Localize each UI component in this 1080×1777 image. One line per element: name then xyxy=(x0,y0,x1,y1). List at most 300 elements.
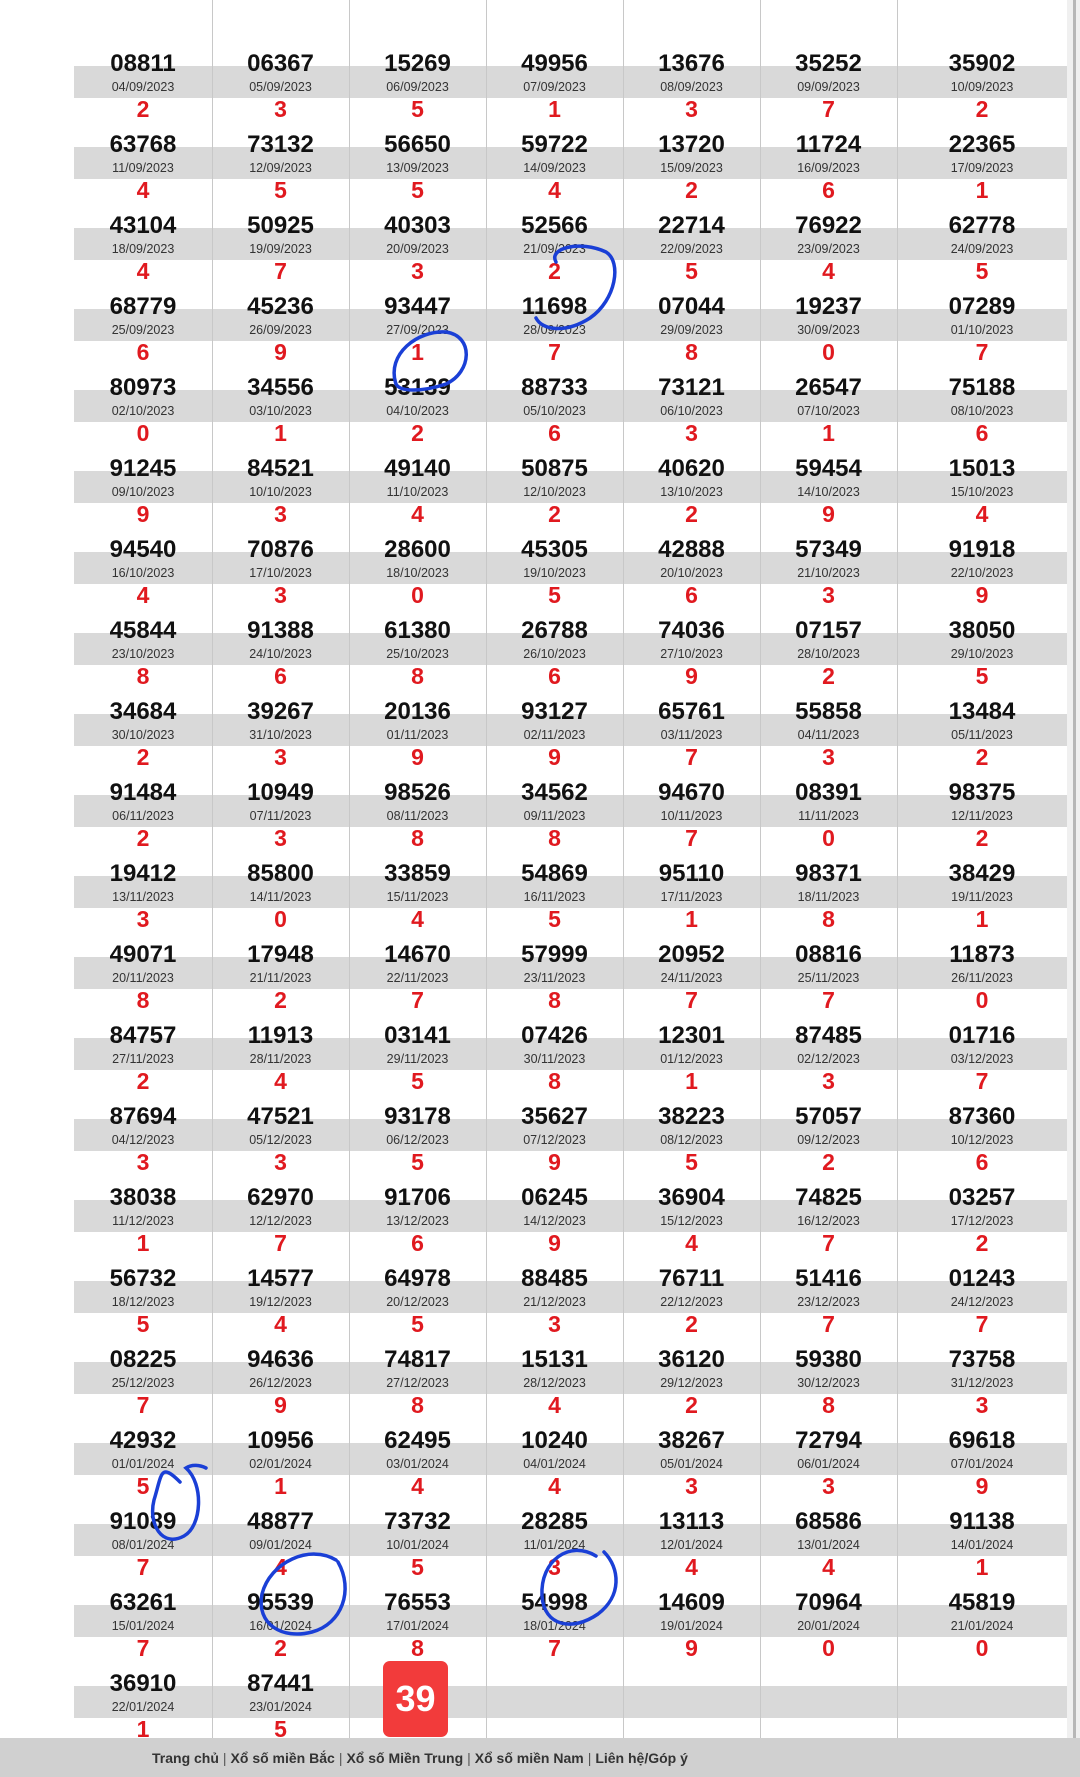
result-number: 56650 xyxy=(384,131,451,158)
result-digit: 2 xyxy=(975,825,989,851)
result-number: 20952 xyxy=(658,941,725,968)
result-cell xyxy=(897,746,1067,851)
result-digit: 7 xyxy=(136,1554,150,1580)
result-digit: 3 xyxy=(822,744,835,770)
result-number: 35252 xyxy=(795,50,862,77)
result-cell xyxy=(760,179,897,284)
result-date: 19/09/2023 xyxy=(249,242,312,256)
result-date: 11/11/2023 xyxy=(798,809,859,823)
footer-link[interactable]: Liên hệ/Góp ý xyxy=(595,1750,688,1766)
result-cell xyxy=(486,665,623,770)
result-number: 28285 xyxy=(521,1508,588,1535)
result-number: 91388 xyxy=(247,617,314,644)
result-date: 16/10/2023 xyxy=(111,566,175,580)
result-digit: 4 xyxy=(274,1311,287,1337)
result-digit: 1 xyxy=(136,1230,150,1256)
table-row xyxy=(74,1070,1067,1175)
table-row xyxy=(74,98,1067,203)
result-number: 43104 xyxy=(109,212,177,239)
result-digit: 7 xyxy=(685,825,698,851)
result-number: 87360 xyxy=(948,1103,1016,1130)
result-digit: 1 xyxy=(975,1554,989,1580)
result-digit: 6 xyxy=(685,582,698,608)
result-number: 39267 xyxy=(247,698,314,725)
result-date: 18/10/2023 xyxy=(386,566,449,580)
result-cell xyxy=(897,422,1067,527)
result-date: 12/10/2023 xyxy=(523,485,586,499)
footer-link[interactable]: Xổ số miền Bắc xyxy=(230,1750,335,1766)
result-digit: 3 xyxy=(822,1473,835,1499)
result-date: 26/12/2023 xyxy=(249,1376,312,1390)
result-digit: 2 xyxy=(136,1068,150,1094)
result-date: 25/10/2023 xyxy=(386,647,449,661)
result-date: 17/11/2023 xyxy=(660,890,723,904)
result-number: 01243 xyxy=(948,1265,1016,1292)
result-cell xyxy=(74,665,212,770)
result-number: 61380 xyxy=(384,617,451,644)
result-date: 02/11/2023 xyxy=(523,728,586,742)
result-date: 12/12/2023 xyxy=(249,1214,312,1228)
footer-link[interactable]: Trang chủ xyxy=(152,1750,219,1766)
result-cell xyxy=(212,98,349,203)
result-number: 49071 xyxy=(109,941,177,968)
result-number: 87694 xyxy=(109,1103,177,1130)
result-number: 45305 xyxy=(521,536,588,563)
result-number: 36120 xyxy=(658,1346,725,1373)
result-number: 08391 xyxy=(795,779,862,806)
result-number: 01716 xyxy=(948,1022,1016,1049)
result-date: 11/10/2023 xyxy=(386,485,449,499)
result-digit: 8 xyxy=(685,339,698,365)
result-cell xyxy=(486,1475,623,1580)
result-digit: 1 xyxy=(685,1068,698,1094)
result-digit: 6 xyxy=(975,1149,989,1175)
result-date: 06/11/2023 xyxy=(112,809,174,823)
result-number: 74036 xyxy=(658,617,725,644)
result-digit: 4 xyxy=(548,1392,561,1418)
result-digit: 7 xyxy=(822,96,835,122)
result-cell xyxy=(623,98,760,203)
result-date: 02/10/2023 xyxy=(111,404,175,418)
result-date: 20/01/2024 xyxy=(797,1619,860,1633)
result-number: 84521 xyxy=(247,455,314,482)
result-date: 11/12/2023 xyxy=(112,1214,174,1228)
table-row xyxy=(74,1637,1067,1738)
result-cell xyxy=(212,1313,349,1418)
result-number: 14609 xyxy=(658,1589,725,1616)
result-date: 02/01/2024 xyxy=(249,1457,312,1471)
result-date: 15/10/2023 xyxy=(950,485,1014,499)
result-cell xyxy=(897,341,1067,446)
result-cell xyxy=(349,1394,486,1499)
result-digit: 8 xyxy=(136,663,150,689)
result-digit: 9 xyxy=(975,1473,989,1499)
result-date: 12/09/2023 xyxy=(249,161,312,175)
result-date: 11/09/2023 xyxy=(112,161,174,175)
result-number: 20136 xyxy=(384,698,451,725)
result-number: 11724 xyxy=(795,131,862,158)
result-date: 11/01/2024 xyxy=(523,1538,586,1552)
result-digit: 9 xyxy=(274,1392,287,1418)
result-cell xyxy=(486,341,623,446)
result-digit: 6 xyxy=(274,663,287,689)
scrollbar-thumb[interactable] xyxy=(1073,0,1076,1738)
result-date: 07/10/2023 xyxy=(797,404,860,418)
result-digit: 9 xyxy=(548,1149,561,1175)
result-date: 14/10/2023 xyxy=(797,485,860,499)
result-date: 26/11/2023 xyxy=(951,971,1013,985)
result-digit: 9 xyxy=(136,501,150,527)
result-cell xyxy=(760,422,897,527)
result-date: 23/11/2023 xyxy=(523,971,586,985)
result-date: 12/11/2023 xyxy=(951,809,1013,823)
result-date: 22/11/2023 xyxy=(386,971,449,985)
result-digit: 9 xyxy=(685,1635,698,1661)
result-date: 23/01/2024 xyxy=(249,1700,312,1714)
result-cell xyxy=(486,260,623,365)
count-badge[interactable]: 39 xyxy=(383,1661,448,1737)
result-date: 24/09/2023 xyxy=(950,242,1014,256)
result-cell xyxy=(349,260,486,365)
result-digit: 5 xyxy=(411,1149,424,1175)
result-cell xyxy=(486,98,623,203)
result-date: 19/11/2023 xyxy=(951,890,1013,904)
result-digit: 7 xyxy=(274,258,287,284)
result-digit: 6 xyxy=(548,663,561,689)
result-digit: 5 xyxy=(411,177,424,203)
result-date: 07/11/2023 xyxy=(249,809,312,823)
result-cell xyxy=(897,179,1067,284)
table-row xyxy=(74,1556,1067,1661)
result-number: 70876 xyxy=(247,536,314,563)
result-digit: 4 xyxy=(685,1230,698,1256)
result-number: 91706 xyxy=(384,1184,451,1211)
result-cell xyxy=(349,1313,486,1418)
result-digit: 3 xyxy=(274,1149,287,1175)
table-row xyxy=(74,1313,1067,1418)
result-date: 31/10/2023 xyxy=(249,728,312,742)
table-row xyxy=(74,908,1067,1013)
result-date: 18/11/2023 xyxy=(797,890,860,904)
result-date: 09/09/2023 xyxy=(797,80,860,94)
result-cell xyxy=(74,260,212,365)
result-date: 26/10/2023 xyxy=(523,647,586,661)
result-cell xyxy=(897,1232,1067,1337)
result-date: 12/01/2024 xyxy=(660,1538,723,1552)
result-number: 15013 xyxy=(948,455,1016,482)
result-cell xyxy=(349,341,486,446)
result-cell xyxy=(897,98,1067,203)
result-date: 13/10/2023 xyxy=(660,485,723,499)
result-cell xyxy=(486,1070,623,1175)
result-digit: 8 xyxy=(136,987,150,1013)
result-cell xyxy=(897,908,1067,1013)
result-cell xyxy=(212,1475,349,1580)
result-digit: 5 xyxy=(548,906,561,932)
footer-links xyxy=(152,1749,688,1767)
result-cell xyxy=(486,503,623,608)
result-number: 11913 xyxy=(247,1022,314,1049)
table-row xyxy=(74,665,1067,770)
result-number: 13720 xyxy=(658,131,725,158)
result-number: 73732 xyxy=(384,1508,451,1535)
result-cell xyxy=(623,179,760,284)
result-cell xyxy=(760,827,897,932)
result-cell xyxy=(212,665,349,770)
result-number: 36904 xyxy=(658,1184,725,1211)
result-digit: 7 xyxy=(548,1635,561,1661)
result-digit: 7 xyxy=(136,1392,150,1418)
result-date: 10/09/2023 xyxy=(950,80,1014,94)
result-digit: 9 xyxy=(548,1230,561,1256)
result-number: 76922 xyxy=(795,212,862,239)
result-digit: 1 xyxy=(975,906,989,932)
result-number: 34556 xyxy=(247,374,314,401)
result-digit: 4 xyxy=(274,1554,287,1580)
result-digit: 3 xyxy=(975,1392,989,1418)
result-date: 07/12/2023 xyxy=(523,1133,586,1147)
result-digit: 7 xyxy=(822,987,835,1013)
result-date: 24/10/2023 xyxy=(249,647,312,661)
result-cell xyxy=(74,989,212,1094)
result-date: 28/10/2023 xyxy=(797,647,860,661)
result-number: 91918 xyxy=(948,536,1016,563)
result-number: 75188 xyxy=(948,374,1016,401)
result-digit: 1 xyxy=(685,906,698,932)
result-date: 26/09/2023 xyxy=(249,323,312,337)
result-date: 17/01/2024 xyxy=(386,1619,449,1633)
result-cell xyxy=(623,827,760,932)
result-digit: 7 xyxy=(274,1230,287,1256)
result-digit: 4 xyxy=(975,501,989,527)
footer-separator: | xyxy=(467,1750,471,1766)
result-digit: 3 xyxy=(274,582,287,608)
result-cell xyxy=(486,908,623,1013)
result-cell xyxy=(212,422,349,527)
table-row xyxy=(74,989,1067,1094)
result-digit: 7 xyxy=(822,1311,835,1337)
result-date: 24/12/2023 xyxy=(950,1295,1014,1309)
footer xyxy=(0,1738,1080,1777)
result-digit: 5 xyxy=(136,1311,150,1337)
result-cell xyxy=(74,503,212,608)
result-date: 13/11/2023 xyxy=(112,890,174,904)
result-cell xyxy=(623,17,760,122)
result-digit: 3 xyxy=(274,501,287,527)
result-date: 08/11/2023 xyxy=(386,809,449,823)
result-cell xyxy=(74,827,212,932)
result-cell xyxy=(212,179,349,284)
result-date: 05/11/2023 xyxy=(951,728,1013,742)
result-date: 30/11/2023 xyxy=(523,1052,586,1066)
table-row xyxy=(74,1151,1067,1256)
result-number: 91245 xyxy=(109,455,177,482)
result-digit: 3 xyxy=(822,1068,835,1094)
result-number: 19412 xyxy=(109,860,177,887)
result-digit: 9 xyxy=(975,582,989,608)
result-date: 16/01/2024 xyxy=(249,1619,312,1633)
result-digit: 4 xyxy=(822,1554,835,1580)
result-digit: 1 xyxy=(274,420,287,446)
result-cell xyxy=(897,260,1067,365)
result-digit: 0 xyxy=(975,1635,989,1661)
result-cell xyxy=(623,989,760,1094)
result-number: 38050 xyxy=(948,617,1016,644)
result-date: 22/01/2024 xyxy=(111,1700,175,1714)
footer-link[interactable]: Xổ số miền Nam xyxy=(474,1750,584,1766)
result-cell xyxy=(349,98,486,203)
result-date: 06/10/2023 xyxy=(660,404,723,418)
result-date: 30/09/2023 xyxy=(797,323,860,337)
result-digit: 7 xyxy=(685,987,698,1013)
result-number: 06245 xyxy=(521,1184,588,1211)
result-digit: 7 xyxy=(411,987,424,1013)
result-cell xyxy=(74,1475,212,1580)
result-digit: 2 xyxy=(975,1230,989,1256)
result-date: 05/12/2023 xyxy=(249,1133,312,1147)
result-date: 27/11/2023 xyxy=(112,1052,174,1066)
result-digit: 8 xyxy=(822,906,835,932)
result-cell xyxy=(486,1556,623,1661)
result-date: 08/12/2023 xyxy=(660,1133,723,1147)
result-date: 17/10/2023 xyxy=(249,566,312,580)
result-digit: 3 xyxy=(274,744,287,770)
result-digit: 0 xyxy=(136,420,150,446)
result-date: 13/09/2023 xyxy=(386,161,449,175)
result-cell xyxy=(760,1313,897,1418)
result-date: 06/01/2024 xyxy=(797,1457,860,1471)
result-digit: 9 xyxy=(548,744,561,770)
result-digit: 6 xyxy=(411,1230,424,1256)
result-date: 08/01/2024 xyxy=(111,1538,175,1552)
table-row xyxy=(74,746,1067,851)
result-cell xyxy=(349,1556,486,1661)
result-cell xyxy=(486,989,623,1094)
result-number: 34562 xyxy=(521,779,588,806)
result-number: 42888 xyxy=(658,536,725,563)
result-digit: 4 xyxy=(136,582,150,608)
result-date: 20/12/2023 xyxy=(386,1295,449,1309)
result-cell xyxy=(760,1556,897,1661)
result-date: 19/01/2024 xyxy=(660,1619,723,1633)
result-date: 06/12/2023 xyxy=(386,1133,449,1147)
result-number: 08225 xyxy=(109,1346,177,1373)
result-date: 23/09/2023 xyxy=(797,242,860,256)
result-cell xyxy=(760,1232,897,1337)
result-digit: 0 xyxy=(822,1635,835,1661)
table-row xyxy=(74,1394,1067,1499)
result-number: 91484 xyxy=(109,779,177,806)
result-cell xyxy=(212,1070,349,1175)
result-digit: 3 xyxy=(548,1554,561,1580)
result-number: 59722 xyxy=(521,131,588,158)
result-digit: 4 xyxy=(136,177,150,203)
result-number: 88485 xyxy=(521,1265,588,1292)
result-number: 64978 xyxy=(384,1265,451,1292)
result-date: 07/09/2023 xyxy=(523,80,586,94)
result-number: 13676 xyxy=(658,50,725,77)
footer-separator: | xyxy=(338,1750,343,1766)
result-cell xyxy=(486,584,623,689)
result-number: 49956 xyxy=(521,50,588,77)
footer-link[interactable]: Xổ số Miền Trung xyxy=(346,1750,464,1766)
result-digit: 0 xyxy=(975,987,989,1013)
result-date: 21/12/2023 xyxy=(523,1295,586,1309)
result-date: 21/09/2023 xyxy=(523,242,586,256)
result-digit: 8 xyxy=(411,1392,424,1418)
result-cell xyxy=(760,98,897,203)
result-digit: 7 xyxy=(822,1230,835,1256)
table-row xyxy=(74,260,1067,365)
result-date: 29/09/2023 xyxy=(660,323,723,337)
result-cell xyxy=(212,908,349,1013)
result-date: 14/09/2023 xyxy=(523,161,586,175)
table-row xyxy=(74,341,1067,446)
result-date: 13/12/2023 xyxy=(386,1214,449,1228)
result-number: 12301 xyxy=(658,1022,725,1049)
result-cell xyxy=(486,746,623,851)
result-number: 08811 xyxy=(110,50,176,77)
result-number: 45844 xyxy=(109,617,177,644)
result-date: 15/01/2024 xyxy=(111,1619,175,1633)
result-date: 25/12/2023 xyxy=(111,1376,175,1390)
result-date: 22/10/2023 xyxy=(950,566,1014,580)
result-date: 10/12/2023 xyxy=(950,1133,1014,1147)
result-cell xyxy=(623,1394,760,1499)
result-cell xyxy=(760,1475,897,1580)
result-date: 16/09/2023 xyxy=(797,161,860,175)
result-date: 09/12/2023 xyxy=(797,1133,860,1147)
result-number: 59380 xyxy=(795,1346,862,1373)
result-number: 63768 xyxy=(109,131,177,158)
result-number: 40620 xyxy=(658,455,725,482)
result-cell xyxy=(760,665,897,770)
result-digit: 2 xyxy=(411,420,424,446)
result-date: 23/10/2023 xyxy=(111,647,175,661)
result-number: 38038 xyxy=(109,1184,177,1211)
result-date: 03/12/2023 xyxy=(950,1052,1014,1066)
result-cell xyxy=(623,341,760,446)
result-number: 50925 xyxy=(247,212,314,239)
result-digit: 1 xyxy=(411,339,424,365)
result-date: 30/10/2023 xyxy=(111,728,175,742)
result-date: 03/11/2023 xyxy=(660,728,723,742)
result-number: 13484 xyxy=(948,698,1016,725)
result-date: 09/11/2023 xyxy=(523,809,586,823)
result-date: 03/10/2023 xyxy=(249,404,312,418)
result-date: 27/12/2023 xyxy=(386,1376,449,1390)
result-number: 98371 xyxy=(795,860,862,887)
result-cell xyxy=(74,584,212,689)
table-row xyxy=(74,827,1067,932)
result-digit: 2 xyxy=(136,96,150,122)
result-digit: 8 xyxy=(548,825,561,851)
result-number: 73121 xyxy=(658,374,725,401)
result-cell xyxy=(897,1313,1067,1418)
result-date: 18/12/2023 xyxy=(111,1295,175,1309)
result-date: 22/12/2023 xyxy=(660,1295,723,1309)
result-cell xyxy=(349,503,486,608)
result-cell xyxy=(349,827,486,932)
result-date: 29/10/2023 xyxy=(950,647,1014,661)
result-number: 10949 xyxy=(247,779,314,806)
result-date: 09/01/2024 xyxy=(249,1538,312,1552)
result-number: 93178 xyxy=(384,1103,451,1130)
result-digit: 1 xyxy=(548,96,561,122)
result-digit: 5 xyxy=(685,258,698,284)
result-digit: 1 xyxy=(975,177,989,203)
result-number: 42932 xyxy=(109,1427,177,1454)
